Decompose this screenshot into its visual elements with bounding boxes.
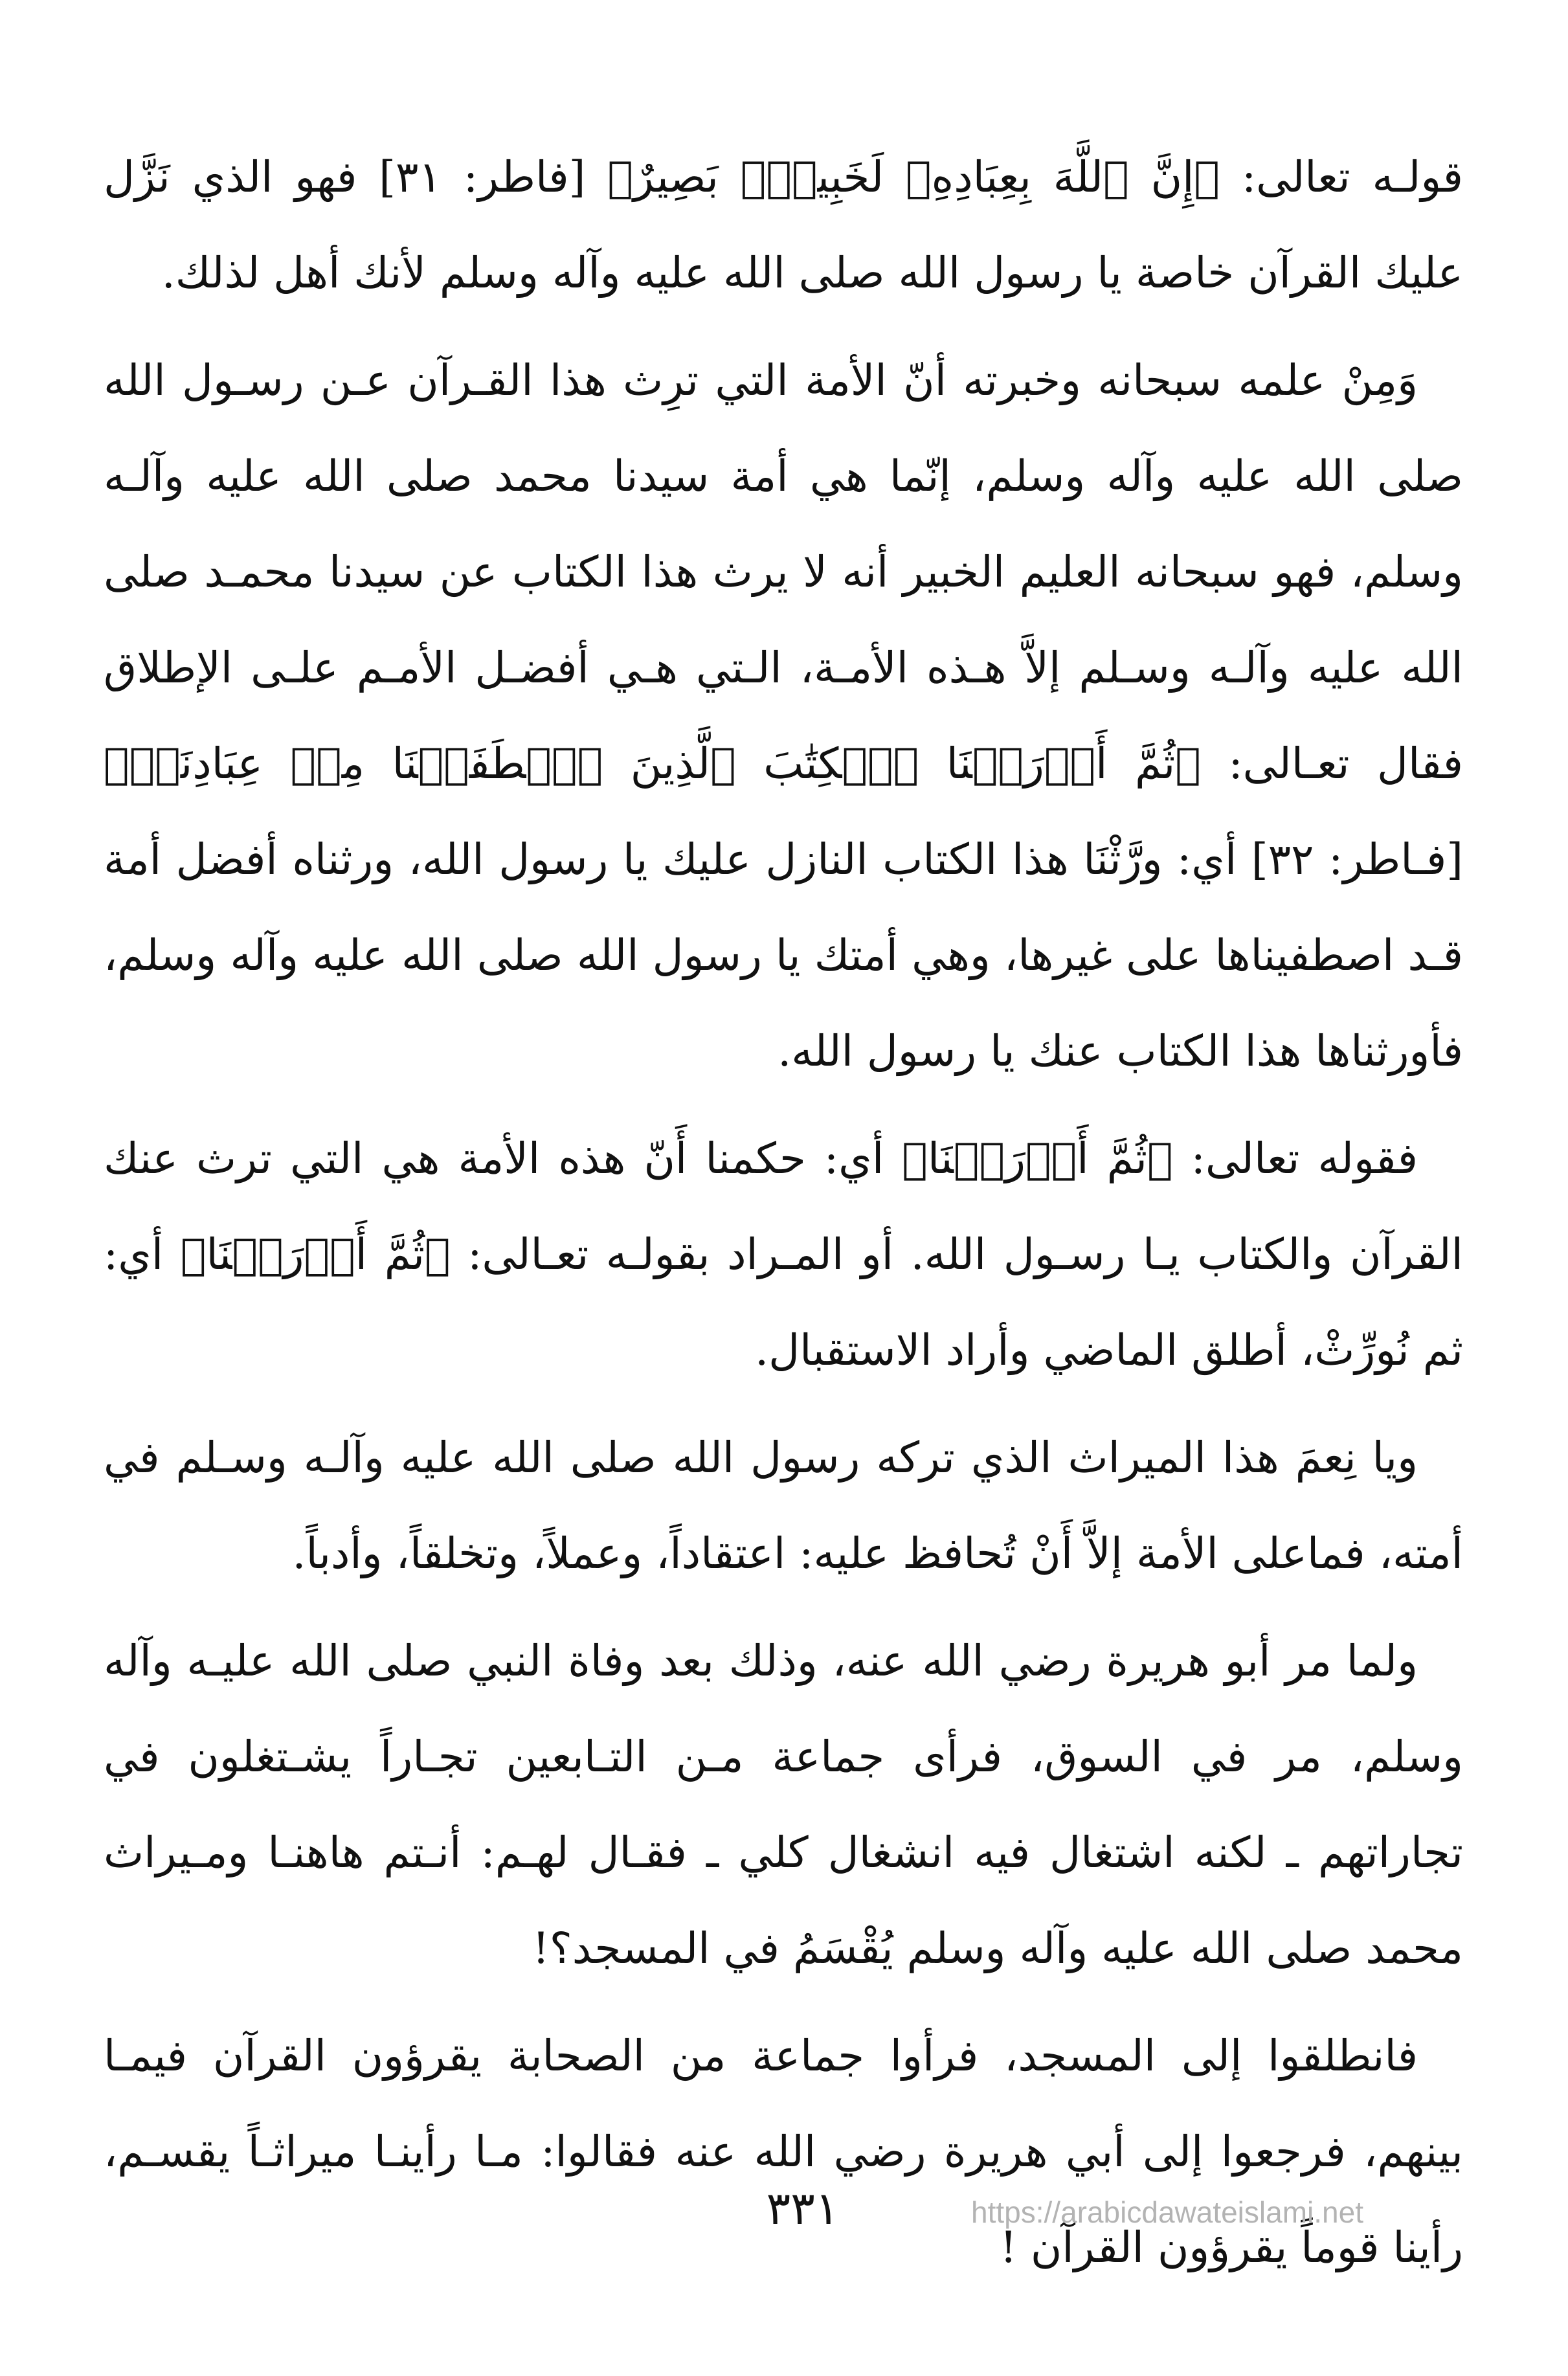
paragraph-1: قولـه تعالى: ﴿إِنَّ ٱللَّهَ بِعِبَادِهِۦ لَخَبِيرُۢ بَصِيرٌ﴾ [فاطر: ٣١] فهو الذي نَزَّل عليك القرآن خاصة يا رسول الله صلى الله عليه وآله وسلم لأنك أهل لذلك.: [104, 152, 1464, 298]
watermark-url: https://arabicdawateislami.net: [971, 2195, 1363, 2229]
paragraph-2: وَمِنْ علمه سبحانه وخبرته أنّ الأمة التي ترِث هذا القـرآن عـن رسـول الله صلى الله عليه وآله وسلم، إنّما هي أمة سيدنا محمد صلى الله عليه وآلـه وسلم، فهو سبحانه العليم الخبير أنه لا يرث هذا الكتاب عن سيدنا محمـد صلى الله عليه وآلـه وسـلم إلاَّ هـذه الأمـة، الـتي هـي أفضـل الأمـم علـى الإطلاق فقال تعـالى: ﴿ثُمَّ أَوۡرَثۡنَا ٱلۡكِتَٰبَ ٱلَّذِينَ ٱصۡطَفَيۡنَا مِنۡ عِبَادِنَاۖ﴾ [فـاطر: ٣٢] أي: ورَّثْنَا هذا الكتاب النازل عليك يا رسول الله، ورثناه أفضل أمة قـد اصطفيناها على غيرها، وهي أمتك يا رسول الله صلى الله عليه وآله وسلم، فأورثناها هذا الكتاب عنك يا رسول الله.: [104, 355, 1464, 1076]
page-body: [104, 129, 1464, 2272]
paragraph-3: فقوله تعالى: ﴿ثُمَّ أَوۡرَثۡنَا﴾ أي: حكمنا أَنّ هذه الأمة هي التي ترث عنك القرآن والكتاب يـا رسـول الله. أو المـراد بقولـه تعـالى: ﴿ثُمَّ أَوۡرَثۡنَا﴾ أي: ثم نُورِّثْ، أطلق الماضي وأراد الاستقبال.: [104, 1134, 1463, 1375]
paragraph-4: ويا نِعمَ هذا الميراث الذي تركه رسول الله صلى الله عليه وآلـه وسـلم في أمته، فماعلى الأمة إلاَّ أَنْ تُحافظ عليه: اعتقاداً، وعملاً، وتخلقاً، وأدباً.: [104, 1433, 1463, 1578]
page-footer: [0, 2182, 1568, 2259]
paragraph-5: ولما مر أبو هريرة رضي الله عنه، وذلك بعد وفاة النبي صلى الله عليـه وآله وسلم، مر في السوق، فرأى جماعة مـن التـابعين تجـاراً يشـتغلون في تجاراتهم ـ لكنه اشتغال فيه انشغال كلي ـ فقـال لهـم: أنـتم هاهنـا ومـيراث محمد صلى الله عليه وآله وسلم يُقْسَمُ في المسجد؟!: [104, 1636, 1463, 1973]
page-number: ٣٣١: [766, 2182, 840, 2235]
paragraph-6: فانطلقوا إلى المسجد، فرأوا جماعة من الصحابة يقرؤون القرآن فيمـا بينهم، فرجعوا إلى أبي هريرة رضي الله عنه فقالوا: مـا رأينـا ميراثـاً يقسـم، رأينا قوماً يقرؤون القرآن !: [104, 2031, 1463, 2272]
